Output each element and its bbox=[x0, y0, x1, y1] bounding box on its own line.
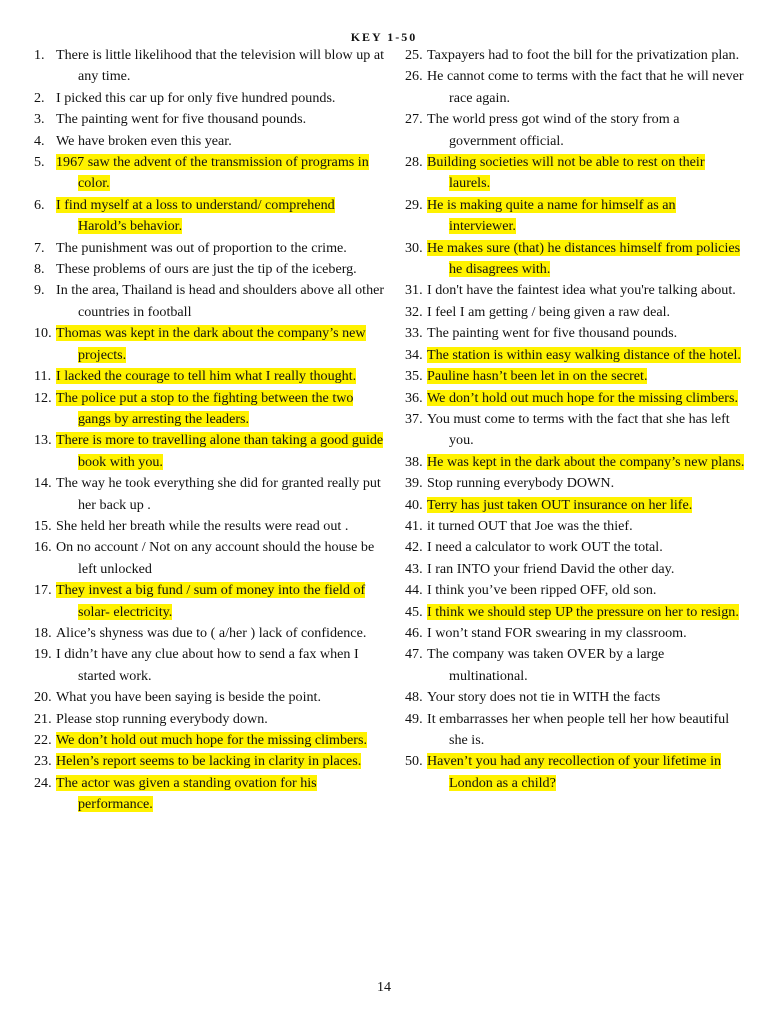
item-number: 24. bbox=[34, 774, 52, 791]
answer-item bbox=[34, 131, 386, 152]
answer-item bbox=[34, 195, 386, 238]
highlighted-answer-text: He is making quite a name for himself as an interviewer. bbox=[427, 196, 676, 235]
answer-text: He cannot come to terms with the fact that he will never race again. bbox=[427, 68, 744, 106]
item-number: 25. bbox=[405, 47, 423, 63]
answer-item bbox=[405, 45, 745, 66]
item-number: 49. bbox=[405, 710, 423, 727]
answer-item bbox=[405, 66, 745, 109]
answer-text: Please stop running everybody down. bbox=[56, 710, 268, 727]
answer-text: I didn’t have any clue about how to send a fax when I started work. bbox=[56, 646, 359, 684]
answer-text: In the area, Thailand is head and shoulders above all other countries in football bbox=[56, 282, 385, 320]
answer-text: I feel I am getting / being given a raw deal. bbox=[427, 303, 671, 320]
answer-text: I won’t stand FOR swearing in my classroom. bbox=[427, 624, 687, 641]
answer-item bbox=[405, 580, 745, 601]
item-number: 46. bbox=[405, 624, 423, 641]
answer-item bbox=[405, 751, 745, 794]
answer-item bbox=[34, 430, 386, 473]
answer-text: There is little likelihood that the television will blow up at any time. bbox=[56, 47, 385, 85]
answer-item bbox=[405, 559, 745, 580]
highlighted-answer-text: Terry has just taken OUT insurance on her life. bbox=[427, 496, 693, 513]
item-number: 2. bbox=[34, 89, 45, 106]
item-number: 16. bbox=[34, 539, 52, 556]
item-number: 14. bbox=[34, 475, 52, 492]
item-number: 35. bbox=[405, 368, 423, 385]
answer-text: She held her breath while the results were read out . bbox=[56, 517, 349, 534]
item-number: 34. bbox=[405, 346, 423, 363]
item-number: 30. bbox=[405, 239, 423, 256]
item-number: 43. bbox=[405, 560, 423, 577]
answer-item bbox=[405, 388, 745, 409]
item-number: 17. bbox=[34, 582, 52, 599]
answer-item bbox=[405, 452, 745, 473]
answer-item bbox=[405, 644, 745, 687]
item-number: 32. bbox=[405, 303, 423, 320]
item-number: 31. bbox=[405, 282, 423, 299]
item-number: 23. bbox=[34, 753, 52, 770]
answer-item bbox=[34, 152, 386, 195]
answer-item bbox=[34, 323, 386, 366]
item-number: 45. bbox=[405, 603, 423, 620]
highlighted-answer-text: I lacked the courage to tell him what I really thought. bbox=[56, 368, 357, 385]
highlighted-answer-text: We don’t hold out much hope for the missing climbers. bbox=[56, 732, 367, 748]
answer-item bbox=[405, 602, 745, 623]
item-number: 33. bbox=[405, 325, 423, 342]
highlighted-answer-text: We don’t hold out much hope for the missing climbers. bbox=[427, 389, 738, 406]
answer-text: The way he took everything she did for granted really put her back up . bbox=[56, 475, 381, 513]
item-number: 47. bbox=[405, 646, 423, 663]
answer-text: Your story does not tie in WITH the facts bbox=[427, 689, 661, 706]
answer-text: Alice’s shyness was due to ( a/her ) lack of confidence. bbox=[56, 624, 367, 641]
answer-item bbox=[34, 730, 386, 751]
answer-item bbox=[405, 709, 745, 752]
highlighted-answer-text: The station is within easy walking distance of the hotel. bbox=[427, 346, 741, 363]
item-number: 20. bbox=[34, 689, 52, 706]
answer-item bbox=[34, 751, 386, 772]
item-number: 18. bbox=[34, 624, 52, 641]
answer-text: I need a calculator to work OUT the total. bbox=[427, 539, 663, 556]
answer-text: The company was taken OVER by a large multinational. bbox=[427, 646, 665, 684]
answer-item bbox=[34, 773, 386, 816]
item-number: 42. bbox=[405, 539, 423, 556]
item-number: 19. bbox=[34, 646, 52, 663]
highlighted-answer-text: There is more to travelling alone than taking a good guide book with you. bbox=[56, 432, 384, 470]
answer-text: What you have been saying is beside the point. bbox=[56, 689, 321, 706]
item-number: 41. bbox=[405, 517, 423, 534]
highlighted-answer-text: Pauline hasn’t been let in on the secret. bbox=[427, 368, 648, 385]
highlighted-answer-text: Thomas was kept in the dark about the company’s new projects. bbox=[56, 325, 366, 363]
item-number: 48. bbox=[405, 689, 423, 706]
highlighted-answer-text: He makes sure (that) he distances himself from policies he disagrees with. bbox=[427, 239, 741, 278]
answer-text: We have broken even this year. bbox=[56, 132, 232, 149]
answer-item bbox=[405, 195, 745, 238]
answer-text: I don't have the faintest idea what you're talking about. bbox=[427, 282, 736, 299]
answer-text: It embarrasses her when people tell her how beautiful she is. bbox=[427, 710, 730, 748]
answer-item bbox=[405, 345, 745, 366]
item-number: 11. bbox=[34, 368, 52, 385]
item-number: 4. bbox=[34, 132, 45, 149]
answer-item bbox=[34, 623, 386, 644]
item-number: 28. bbox=[405, 154, 423, 171]
item-number: 13. bbox=[34, 432, 52, 449]
item-number: 50. bbox=[405, 753, 423, 770]
highlighted-answer-text: Haven’t you had any recollection of your lifetime in London as a child? bbox=[427, 753, 722, 791]
highlighted-answer-text: 1967 saw the advent of the transmission of programs in color. bbox=[56, 154, 369, 192]
answer-text: Taxpayers had to foot the bill for the privatization plan. bbox=[427, 47, 740, 63]
page-title: KEY 1-50 bbox=[350, 30, 418, 44]
answer-text: The painting went for five thousand pounds. bbox=[427, 325, 678, 342]
item-number: 12. bbox=[34, 389, 52, 406]
highlighted-answer-text: Building societies will not be able to rest on their laurels. bbox=[427, 154, 705, 192]
item-number: 22. bbox=[34, 732, 52, 748]
answer-text: You must come to terms with the fact that she has left you. bbox=[427, 410, 730, 449]
item-number: 6. bbox=[34, 196, 45, 213]
answer-item bbox=[405, 366, 745, 387]
highlighted-answer-text: I find myself at a loss to understand/ comprehend Harold’s behavior. bbox=[56, 196, 335, 235]
answer-item bbox=[34, 45, 386, 88]
highlighted-answer-text: I think we should step UP the pressure on her to resign. bbox=[427, 603, 739, 620]
answer-text: The painting went for five thousand pounds. bbox=[56, 111, 307, 128]
answer-item bbox=[405, 516, 745, 537]
highlighted-answer-text: He was kept in the dark about the company’s new plans. bbox=[427, 453, 745, 470]
answer-item bbox=[34, 580, 386, 623]
answer-text: Stop running everybody DOWN. bbox=[427, 475, 615, 492]
answer-text: These problems of ours are just the tip of the iceberg. bbox=[56, 261, 357, 278]
item-number: 44. bbox=[405, 582, 423, 599]
answer-item bbox=[34, 709, 386, 730]
item-number: 26. bbox=[405, 68, 423, 85]
answer-text: I picked this car up for only five hundred pounds. bbox=[56, 89, 336, 106]
item-number: 37. bbox=[405, 410, 423, 427]
item-number: 10. bbox=[34, 325, 52, 342]
item-number: 5. bbox=[34, 154, 45, 171]
answer-item bbox=[405, 495, 745, 516]
answer-text: I ran INTO your friend David the other day. bbox=[427, 560, 675, 577]
answer-item bbox=[405, 537, 745, 558]
highlighted-answer-text: The police put a stop to the fighting between the two gangs by arresting the leaders. bbox=[56, 389, 354, 427]
item-number: 1. bbox=[34, 47, 45, 63]
answer-text: it turned OUT that Joe was the thief. bbox=[427, 517, 633, 534]
answer-item bbox=[405, 280, 745, 301]
item-number: 9. bbox=[34, 282, 45, 299]
answer-item bbox=[34, 259, 386, 280]
answer-item bbox=[34, 644, 386, 687]
item-number: 39. bbox=[405, 475, 423, 492]
item-number: 36. bbox=[405, 389, 423, 406]
item-number: 29. bbox=[405, 196, 423, 213]
answer-item bbox=[34, 280, 386, 323]
item-number: 40. bbox=[405, 496, 423, 513]
answer-item bbox=[405, 238, 745, 281]
answer-item bbox=[405, 109, 745, 152]
left-column bbox=[34, 45, 386, 816]
answer-item bbox=[34, 238, 386, 259]
item-number: 3. bbox=[34, 111, 45, 128]
answer-item bbox=[34, 88, 386, 109]
answer-item bbox=[34, 366, 386, 387]
item-number: 27. bbox=[405, 111, 423, 128]
answer-item bbox=[34, 388, 386, 431]
answer-item bbox=[405, 687, 745, 708]
highlighted-answer-text: The actor was given a standing ovation for his performance. bbox=[56, 774, 317, 813]
answer-item bbox=[34, 687, 386, 708]
answer-text: On no account / Not on any account should the house be left unlocked bbox=[56, 539, 375, 577]
answer-item bbox=[34, 516, 386, 537]
answer-item bbox=[34, 473, 386, 516]
highlighted-answer-text: Helen’s report seems to be lacking in clarity in places. bbox=[56, 753, 362, 770]
highlighted-answer-text: They invest a big fund / sum of money into the field of solar- electricity. bbox=[56, 582, 366, 620]
answer-item bbox=[405, 302, 745, 323]
answer-item bbox=[405, 152, 745, 195]
item-number: 38. bbox=[405, 453, 423, 470]
item-number: 8. bbox=[34, 261, 45, 278]
item-number: 15. bbox=[34, 517, 52, 534]
answer-item bbox=[405, 323, 745, 344]
right-column bbox=[405, 45, 745, 794]
answer-text: The world press got wind of the story from a government official. bbox=[427, 111, 680, 149]
answer-item bbox=[405, 409, 745, 452]
item-number: 21. bbox=[34, 710, 52, 727]
answer-item bbox=[405, 473, 745, 494]
answer-item bbox=[34, 109, 386, 130]
answer-text: The punishment was out of proportion to the crime. bbox=[56, 239, 347, 256]
answer-text: I think you’ve been ripped OFF, old son. bbox=[427, 582, 657, 599]
answer-item bbox=[34, 537, 386, 580]
item-number: 7. bbox=[34, 239, 45, 256]
page-number: 14 bbox=[377, 980, 391, 995]
answer-item bbox=[405, 623, 745, 644]
